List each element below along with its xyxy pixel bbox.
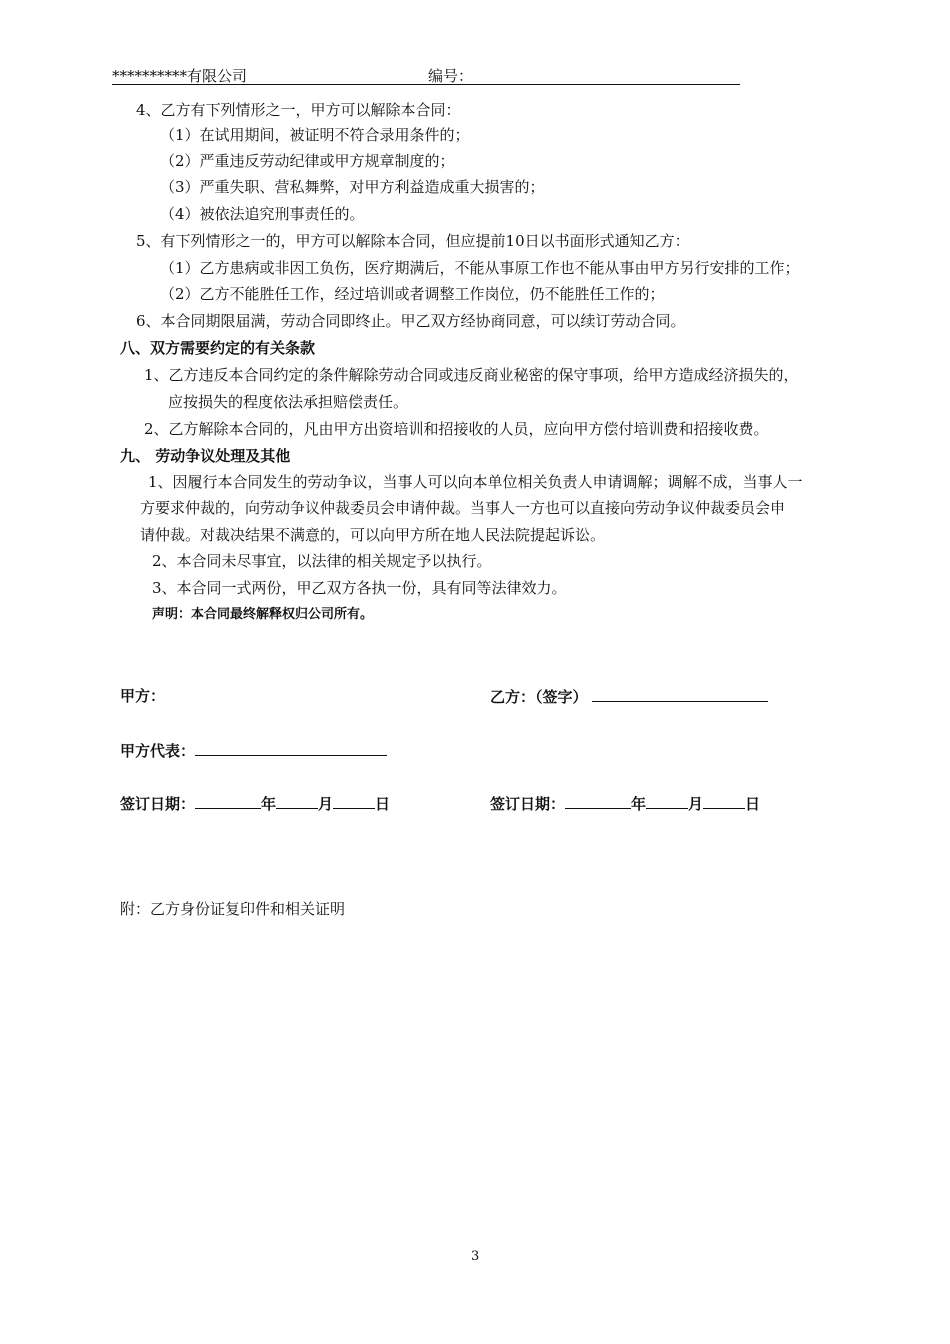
clause-5-title: 5、有下列情形之一的，甲方可以解除本合同，但应提前10日以书面形式通知乙方： <box>136 232 690 250</box>
page-number: 3 <box>471 1249 480 1264</box>
clause-4-title: 4、乙方有下列情形之一，甲方可以解除本合同： <box>136 101 461 119</box>
party-b-signature[interactable] <box>490 686 768 707</box>
clause-5-item-1: （1）乙方患病或非因工负伤，医疗期满后，不能从事原工作也不能从事由甲方另行安排的工作； <box>160 259 800 277</box>
sign-date-label: 签订日期： <box>490 795 566 813</box>
day-blank[interactable] <box>703 793 745 809</box>
clause-4-item-1: （1）在试用期间，被证明不符合录用条件的； <box>160 126 470 144</box>
clause-6: 6、本合同期限届满，劳动合同即终止。甲乙双方经协商同意，可以续订劳动合同。 <box>136 312 686 330</box>
section-8-item-2: 2、乙方解除本合同的，凡由甲方出资培训和招接收的人员，应向甲方偿付培训费和招接收费。 <box>144 420 769 438</box>
section-8-item-1-line-2: 应按损失的程度依法承担赔偿责任。 <box>168 393 409 411</box>
month-label: 月 <box>688 795 704 813</box>
day-label: 日 <box>375 795 391 813</box>
section-9-item-3: 3、本合同一式两份，甲乙双方各执一份，具有同等法律效力。 <box>152 579 567 597</box>
party-a-sign-date[interactable] <box>120 793 390 814</box>
header-underline <box>112 84 740 85</box>
section-9-item-1-line-3: 请仲裁。对裁决结果不满意的，可以向甲方所在地人民法院提起诉讼。 <box>140 526 606 544</box>
clause-4-item-3: （3）严重失职、营私舞弊，对甲方利益造成重大损害的； <box>160 178 545 196</box>
statement: 声明：本合同最终解释权归公司所有。 <box>152 607 374 622</box>
month-blank[interactable] <box>276 793 318 809</box>
party-b-sign-date[interactable] <box>490 793 760 814</box>
attachment-note: 附：乙方身份证复印件和相关证明 <box>120 900 346 918</box>
year-blank[interactable] <box>195 793 261 809</box>
section-9-item-1-line-2: 方要求仲裁的，向劳动争议仲裁委员会申请仲裁。当事人一方也可以直接向劳动争议仲裁委员会申 <box>140 499 786 517</box>
year-label: 年 <box>261 795 277 813</box>
section-8-item-1-line-1: 1、乙方违反本合同约定的条件解除劳动合同或违反商业秘密的保守事项，给甲方造成经济损失的， <box>144 366 799 384</box>
party-a-rep-label: 甲方代表： <box>120 742 196 760</box>
day-blank[interactable] <box>333 793 375 809</box>
party-b-signature-line[interactable] <box>592 686 768 702</box>
clause-5-item-2: （2）乙方不能胜任工作，经过培训或者调整工作岗位，仍不能胜任工作的； <box>160 285 665 303</box>
day-label: 日 <box>745 795 761 813</box>
clause-4-item-2: （2）严重违反劳动纪律或甲方规章制度的； <box>160 152 455 170</box>
section-9-heading: 九、 劳动争议处理及其他 <box>120 447 291 465</box>
year-label: 年 <box>631 795 647 813</box>
month-blank[interactable] <box>646 793 688 809</box>
clause-4-item-4: （4）被依法追究刑事责任的。 <box>160 205 365 223</box>
section-9-item-1-line-1: 1、因履行本合同发生的劳动争议，当事人可以向本单位相关负责人申请调解；调解不成，当事人一 <box>148 473 803 491</box>
party-a-label: 甲方： <box>120 687 166 705</box>
header-number-label: 编号： <box>428 67 474 85</box>
year-blank[interactable] <box>565 793 631 809</box>
sign-date-label: 签订日期： <box>120 795 196 813</box>
party-a-rep-line[interactable] <box>195 740 387 756</box>
section-9-item-2: 2、本合同未尽事宜，以法律的相关规定予以执行。 <box>152 552 492 570</box>
party-b-label: 乙方：（签字） <box>490 688 588 706</box>
month-label: 月 <box>318 795 334 813</box>
header-company: **********有限公司 <box>112 67 248 85</box>
party-a-rep-field[interactable] <box>120 740 387 761</box>
section-8-heading: 八、双方需要约定的有关条款 <box>120 339 316 357</box>
